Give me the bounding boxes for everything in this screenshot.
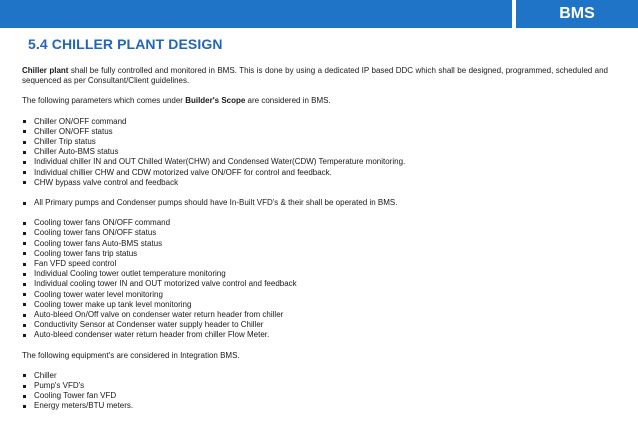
list-item: Chiller Trip status xyxy=(22,137,608,147)
intro-lead: Chiller plant xyxy=(22,66,69,75)
list-item: Cooling Tower fan VFD xyxy=(22,391,608,401)
list-item: Individual chiller IN and OUT Chilled Water(CHW) and Condensed Water(CDW) Temperature monitoring. xyxy=(22,157,608,167)
header-tag: BMS xyxy=(516,0,638,28)
list-item: Chiller ON/OFF command xyxy=(22,117,608,127)
intro-text: shall be fully controlled and monitored in BMS. This is done by using a dedicated IP based DDC which shall be designed, programmed, scheduled and sequenced as per Consultant/Client guidelines. xyxy=(22,66,608,86)
chiller-parameter-list xyxy=(22,117,608,188)
scope-after: are considered in BMS. xyxy=(245,96,331,106)
list-item: Individual chillier CHW and CDW motorized valve ON/OFF for control and feedback. xyxy=(22,168,608,178)
list-item: Cooling tower fans ON/OFF status xyxy=(22,228,608,238)
list-item: Chiller ON/OFF status xyxy=(22,127,608,137)
scope-bold: Builder's Scope xyxy=(185,96,246,106)
list-item: Pump's VFD's xyxy=(22,381,608,391)
cooling-tower-list xyxy=(22,218,608,340)
integration-list xyxy=(22,371,608,412)
list-item: Cooling tower fans trip status xyxy=(22,249,608,259)
list-item: Individual Cooling tower outlet temperature monitoring xyxy=(22,269,608,279)
scope-paragraph xyxy=(22,96,608,106)
list-item: All Primary pumps and Condenser pumps should have In-Built VFD's & their shall be operated in BMS. xyxy=(22,198,608,208)
list-item: Cooling tower fans Auto-BMS status xyxy=(22,239,608,249)
list-item: Auto-bleed condenser water return header from chiller Flow Meter. xyxy=(22,330,608,340)
list-item: Auto-bleed On/Off valve on condenser water return header from chiller xyxy=(22,310,608,320)
pump-list xyxy=(22,198,608,208)
list-item: Fan VFD speed control xyxy=(22,259,608,269)
list-item: Cooling tower make up tank level monitoring xyxy=(22,300,608,310)
scope-before: The following parameters which comes under xyxy=(22,96,186,106)
list-item: Conductivity Sensor at Condenser water supply header to Chiller xyxy=(22,320,608,330)
intro-paragraph xyxy=(22,66,608,86)
list-item: Cooling tower water level monitoring xyxy=(22,290,608,300)
list-item: Individual cooling tower IN and OUT motorized valve control and feedback xyxy=(22,279,608,289)
list-item: Chiller xyxy=(22,371,608,381)
header-band xyxy=(0,0,512,28)
list-item: Cooling tower fans ON/OFF command xyxy=(22,218,608,228)
integration-paragraph: The following equipment's are considered in Integration BMS. xyxy=(22,350,240,360)
list-item: CHW bypass valve control and feedback xyxy=(22,178,608,188)
list-item: Energy meters/BTU meters. xyxy=(22,401,608,411)
page-title: 5.4 CHILLER PLANT DESIGN xyxy=(28,36,223,52)
list-item: Chiller Auto-BMS status xyxy=(22,147,608,157)
header-bar xyxy=(0,0,638,28)
document-body xyxy=(22,66,608,412)
